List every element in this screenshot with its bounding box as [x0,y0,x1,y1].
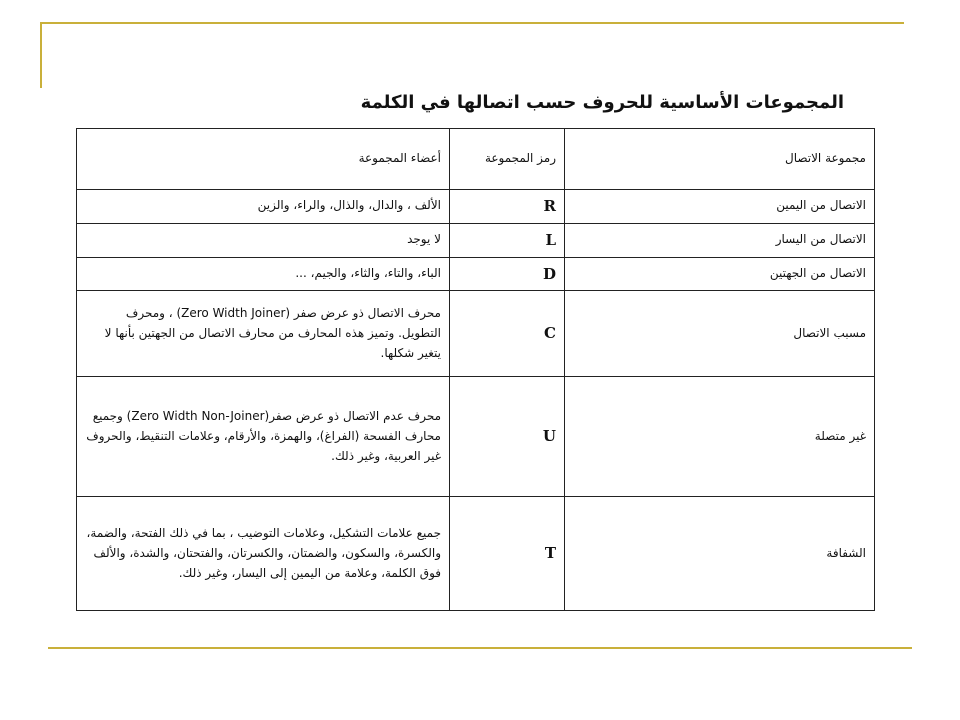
group-members: محرف عدم الاتصال ذو عرض صفر(Zero Width Non-Joiner) وجميع محارف الفسحة (الفراغ)، والهمزة، والأرقام، وعلامات التنقيط، والحروف غير العربية، وغير ذلك. [77,377,450,497]
table-row [77,190,875,224]
group-name: غير متصلة [565,377,875,497]
table-row [77,497,875,611]
group-members: محرف الاتصال ذو عرض صفر (Zero Width Joiner) ، ومحرف التطويل. وتميز هذه المحارف من محارف الاتصال من الجهتين بأنها لا يتغير شكلها. [77,291,450,377]
frame-bottom-rule [48,647,912,649]
group-name: مسبب الاتصال [565,291,875,377]
group-symbol: D [450,257,565,291]
group-symbol: C [450,291,565,377]
frame-top-rule [40,22,904,24]
header-group: مجموعة الاتصال [565,129,875,190]
group-name: الشفافة [565,497,875,611]
group-name: الاتصال من اليمين [565,190,875,224]
table-row [77,377,875,497]
table-header-row [77,129,875,190]
slide-title: المجموعات الأساسية للحروف حسب اتصالها في الكلمة [360,92,844,113]
group-symbol: T [450,497,565,611]
group-members: الألف ، والدال، والذال، والراء، والزين [77,190,450,224]
header-symbol: رمز المجموعة [450,129,565,190]
group-members: جميع علامات التشكيل، وعلامات التوضيب ، بما في ذلك الفتحة، والضمة، والكسرة، والسكون، والضمتان، والكسرتان، والفتحتان، والشدة، والألف فوق الكلمة، وعلامة من اليمين إلى اليسار، وغير ذلك. [77,497,450,611]
group-name: الاتصال من الجهتين [565,257,875,291]
group-symbol: L [450,223,565,257]
table-row [77,257,875,291]
table-row [77,291,875,377]
joining-groups-table [76,128,875,611]
frame-left-rule [40,22,42,88]
group-symbol: R [450,190,565,224]
group-symbol: U [450,377,565,497]
group-members: الباء، والتاء، والثاء، والجيم، ... [77,257,450,291]
group-members: لا يوجد [77,223,450,257]
header-members: أعضاء المجموعة [77,129,450,190]
group-name: الاتصال من اليسار [565,223,875,257]
table-row [77,223,875,257]
